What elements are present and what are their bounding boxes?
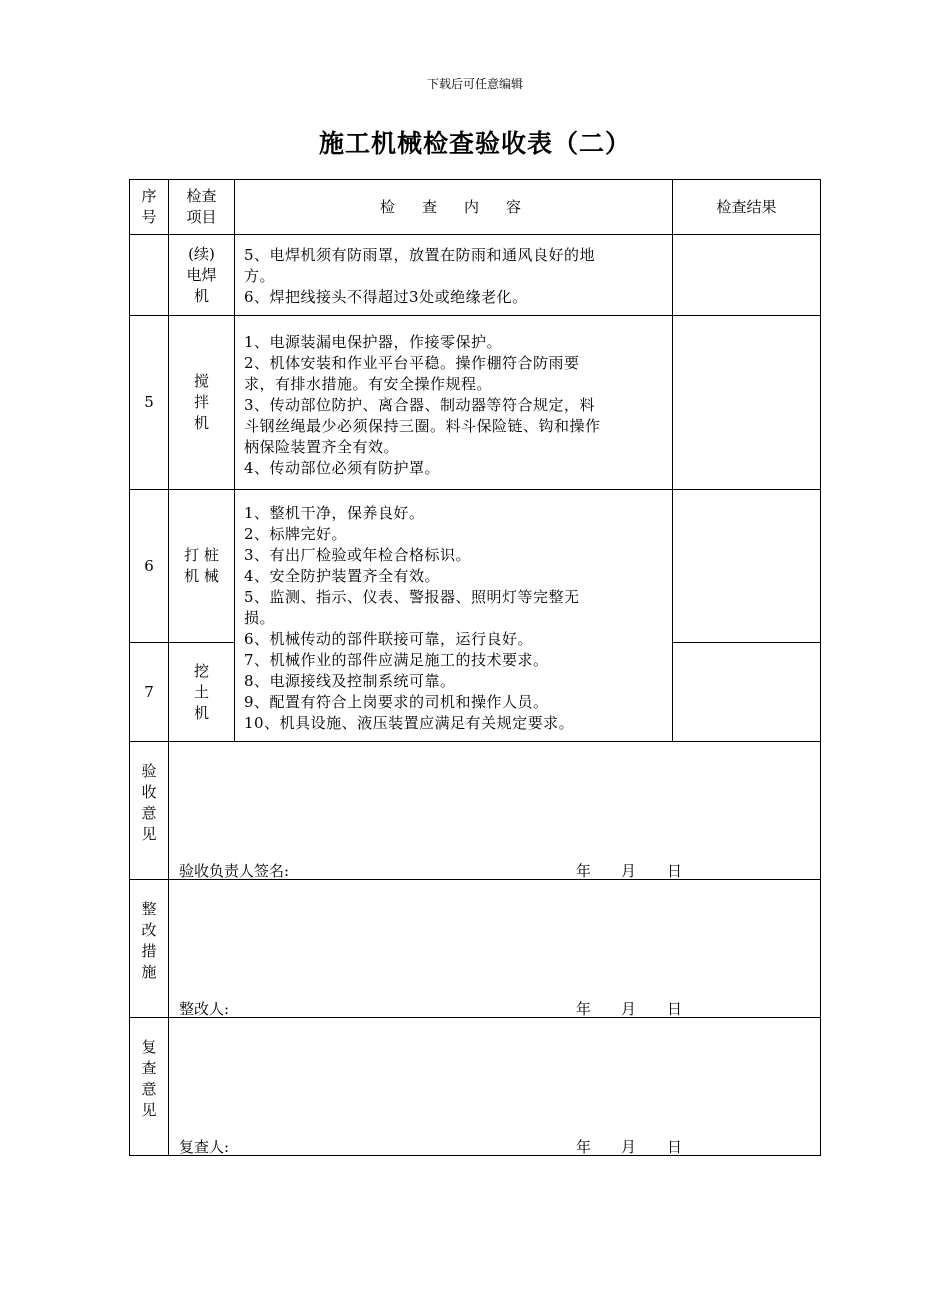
reinspection-opinion-label: 复查意见	[141, 1037, 157, 1119]
header-item: 检查项目	[186, 187, 217, 226]
acceptance-opinion-label: 验收意见	[141, 761, 157, 843]
header-content: 检 查 内 容	[379, 197, 527, 216]
row-6-seq: 6	[144, 556, 154, 575]
header-note: 下载后可任意编辑	[426, 77, 523, 91]
acceptance-date: 年 月 日	[576, 862, 683, 880]
row-6-item: 打 桩 机 械	[184, 546, 219, 585]
row-1-seq	[130, 235, 168, 315]
row-1-content: 5、电焊机须有防雨罩，放置在防雨和通风良好的地 方。 6、焊把线接头不得超过3处或绝缘老化。	[244, 246, 596, 306]
row-7-item: 挖 土 机	[193, 661, 209, 722]
page-title: 施工机械检查验收表（二）	[318, 129, 631, 158]
row-5-item: 搅 拌 机	[193, 372, 209, 432]
rectification-signer-label: 整改人:	[179, 1000, 230, 1018]
row-1-item: (续) 电焊 机	[186, 244, 217, 305]
rectification-measures-label: 整改措施	[141, 899, 157, 981]
row-6-7-content: 1、整机干净，保养良好。 2、标牌完好。 3、有出厂检验或年检合格标识。 4、安全防护装置齐全有效。 5、监测、指示、仪表、警报器、照明灯等完整无 损。 6、机械传动的部件联接可靠，运行良好。 7、机械作业的部件应满足施工的技术要求。 8、电源接线及控制系统可靠。 9、配置有符合上岗要求的司机和操作人员。 10、机具设施、液压装置应满足有关规定要求。	[244, 504, 580, 732]
row-5-content: 1、电源装漏电保护器，作接零保护。 2、机体安装和作业平台平稳。操作棚符合防雨要 求，有排水措施。有安全操作规程。 3、传动部位防护、离合器、制动器等符合规定，料 斗钢丝绳最少必须保持三圈。料斗保险链、钩和操作 柄保险装置齐全有效。 4、传动部位必须有防护罩。	[244, 333, 601, 477]
row-5-seq: 5	[144, 393, 154, 411]
row-7-seq: 7	[144, 682, 154, 701]
header-seq: 序号	[141, 187, 157, 226]
acceptance-signer-label: 验收负责人签名:	[179, 862, 290, 880]
reinspection-date: 年 月 日	[576, 1138, 683, 1156]
header-result: 检查结果	[716, 197, 777, 216]
reinspection-signer-label: 复查人:	[179, 1138, 230, 1156]
rectification-date: 年 月 日	[576, 1000, 683, 1018]
